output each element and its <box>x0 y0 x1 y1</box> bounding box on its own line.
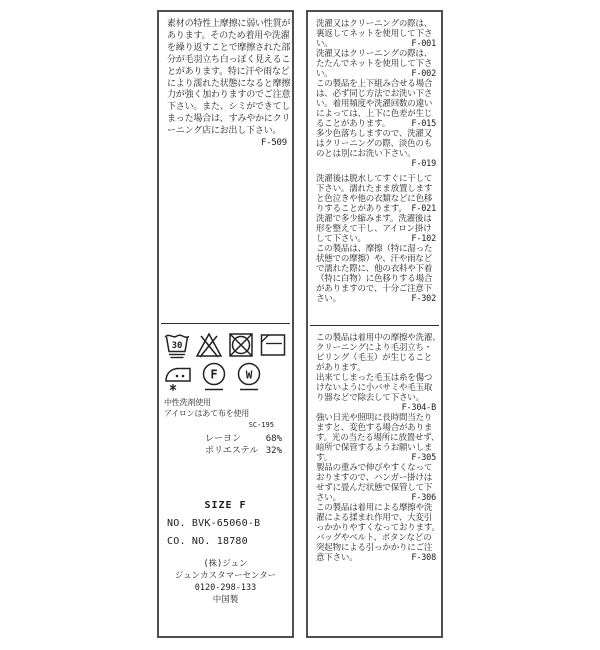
item-number: NO. BVK-65060-B <box>167 518 261 529</box>
care-label-panel-right <box>306 10 443 638</box>
text-line: 洗濯又はクリーニングの際は、 <box>316 19 433 29</box>
composition-row <box>205 445 282 457</box>
text-line: 中性洗剤使用 <box>164 398 211 407</box>
line-text: い。 <box>316 39 333 49</box>
sc-code-label: SC-195 <box>248 421 274 429</box>
text-line: 洗濯後は脱水してすぐに干して <box>316 174 433 184</box>
text-line: （特に白物）に色移りする場合 <box>316 274 433 284</box>
instruction-code: F-308 <box>411 553 436 563</box>
text-line: とがあります。特に汗や雨など <box>167 66 290 77</box>
handling-instructions-text <box>316 333 441 563</box>
instruction-code: F-509 <box>260 138 287 149</box>
text-line: のとは別にお洗い下さい。 <box>316 149 416 159</box>
line-text: りすることがあります。 <box>316 204 407 214</box>
svg-text:30: 30 <box>171 341 183 351</box>
instruction-code: F-306 <box>411 493 436 503</box>
text-line: 製品の重みで伸びやすくなって <box>316 463 433 473</box>
text-line: す。光の当たる場所に放置せず、 <box>316 433 440 443</box>
text-line: この製品は着用による摩擦や洗 <box>316 503 433 513</box>
text-line: この製品は着用中の摩擦や洗濯、 <box>316 333 441 343</box>
text-line <box>316 553 438 563</box>
text-line: がありますので、十分ご注意下 <box>316 284 433 294</box>
size-label: SIZE F <box>204 500 247 511</box>
svg-text:W: W <box>245 368 253 382</box>
text-line: クリーニングにより毛羽立ち・ <box>316 343 433 353</box>
text-line <box>316 204 438 214</box>
instruction-code: F-015 <box>411 119 436 129</box>
material-warning-text <box>167 19 289 150</box>
text-line: で濡れた際に、他の衣料や下着 <box>316 264 433 274</box>
right-panel-divider <box>310 325 439 326</box>
text-line: によっては、上下に色差が生じ <box>316 109 433 119</box>
material-name: レーヨン <box>205 434 242 444</box>
text-line: ますと、変色する場合がありま <box>316 423 433 433</box>
no-bleach-icon <box>195 330 223 359</box>
text-line: 下さい。また、シミができてし <box>167 102 291 113</box>
text-line: けないように小バサミや毛玉取 <box>316 383 433 393</box>
instruction-code: F-001 <box>411 39 436 49</box>
fabric-composition-table <box>205 433 282 457</box>
text-line: せずに畳んだ状態で保管して下 <box>316 483 433 493</box>
text-line: あります。そのため着用や洗濯 <box>167 30 290 41</box>
care-notes <box>164 398 249 419</box>
text-line: い。着用頻度や洗濯回数の違い <box>316 99 433 109</box>
line-text: ることがあります。 <box>316 119 391 129</box>
instruction-code: F-304-B <box>401 403 436 413</box>
instruction-code: F-302 <box>411 294 436 304</box>
text-line: 突起物による引っかかりにご注 <box>316 543 433 553</box>
text-line: バッグやベルト、ボタンなどの <box>316 533 432 543</box>
line-text: さい。 <box>316 294 341 304</box>
text-line <box>316 119 438 129</box>
text-line: ジュンカスタマーセンター <box>174 571 277 581</box>
text-line: 0120-298-133 <box>194 583 257 593</box>
text-line: 形を整えて干し、アイロン掛け <box>316 224 432 234</box>
text-line: この製品は、摩擦（特に湿った <box>316 244 433 254</box>
material-percent: 32% <box>265 446 282 456</box>
text-line <box>316 39 438 49</box>
washing-instructions-text <box>316 19 438 304</box>
text-line: り器などで除去して下さい。 <box>316 393 424 403</box>
text-line: たたんでネットを使用して下さ <box>316 59 433 69</box>
text-line: はクリーニングの際、淡色のも <box>316 139 433 149</box>
text-line: 力が強く加わりますのでご注意 <box>167 90 291 101</box>
flat-dry-in-shade-icon <box>259 330 287 359</box>
text-line <box>316 69 438 79</box>
wash-30-very-gentle-icon <box>163 330 191 359</box>
line-text: い。 <box>316 69 333 79</box>
text-line <box>316 453 438 463</box>
text-line: 濯による揉まれ作用で、大変引 <box>316 513 433 523</box>
text-line: 洗濯で多少縮みます。洗濯後は <box>316 214 432 224</box>
text-line: と色泣きや他の衣類などに色移 <box>316 194 433 204</box>
care-symbols-row-1 <box>163 330 287 359</box>
company-number: CO. NO. 18780 <box>167 536 248 547</box>
text-line: 暗所で保管するようお願いしま <box>316 443 433 453</box>
text-line: 出来てしまった毛玉は糸を傷つ <box>316 373 433 383</box>
text-line: っかかりやすくなっております。 <box>316 523 440 533</box>
professional-dryclean-f-gentle-icon <box>201 361 227 392</box>
iron-with-pressing-cloth-icon <box>164 361 192 392</box>
text-line: があります。 <box>316 363 366 373</box>
left-panel-divider <box>161 323 290 324</box>
manufacturer-info <box>159 558 292 606</box>
text-line: 分が毛羽立ち白っぽく見えるこ <box>167 54 291 65</box>
text-line: (株)ジュン <box>203 559 248 569</box>
care-label-panel-left <box>157 10 294 638</box>
line-text: して下さい。 <box>316 234 366 244</box>
line-text: さい。 <box>316 493 341 503</box>
text-line <box>316 234 438 244</box>
svg-text:F: F <box>210 367 218 382</box>
text-line: ピリング（毛玉）が生じること <box>316 353 433 363</box>
text-line: 強い日光や照明に長時間当たり <box>316 413 433 423</box>
instruction-code: F-002 <box>411 69 436 79</box>
text-line: 素材の特性上摩擦に弱い性質が <box>167 19 291 29</box>
line-text: 意下さい。 <box>316 553 358 563</box>
text-line: まった場合は、すみやかにクリ <box>167 114 291 125</box>
text-line <box>316 294 438 304</box>
line-text: す。 <box>316 453 332 463</box>
text-line: を繰り返すことで摩擦された部 <box>167 42 291 53</box>
text-line: により濡れた状態になると摩擦 <box>167 78 291 89</box>
instruction-code: F-019 <box>411 159 436 169</box>
text-line: 洗濯又はクリーニングの際は、 <box>316 49 433 59</box>
no-tumble-dry-icon <box>227 330 255 359</box>
text-line: ーニング店にお出し下さい。 <box>167 126 282 137</box>
text-line: 多少色落ちしますので、洗濯又 <box>316 129 433 139</box>
material-name: ポリエステル <box>205 446 259 456</box>
text-line <box>316 493 438 503</box>
instruction-code: F-102 <box>411 234 436 244</box>
instruction-code: F-305 <box>411 453 436 463</box>
instruction-code: F-021 <box>411 204 436 214</box>
text-line: 裏返してネットを使用して下さ <box>316 29 433 39</box>
text-line: この製品を上下組み合せる場合 <box>316 79 433 89</box>
composition-row <box>205 433 282 445</box>
care-symbols-row-2 <box>164 361 262 392</box>
text-line: おりますので、ハンガー掛けは <box>316 473 433 483</box>
text-line: 状態での摩擦）や、汗や雨など <box>316 254 433 264</box>
text-line: アイロンはあて布を使用 <box>164 408 250 418</box>
text-line: 中国製 <box>212 595 239 605</box>
text-line: は、必ず同じ方法でお洗い下さ <box>316 89 433 99</box>
professional-wetclean-w-gentle-icon <box>236 361 262 392</box>
material-percent: 68% <box>265 434 282 444</box>
text-line: 下さい。濡れたまま放置します <box>316 184 433 194</box>
